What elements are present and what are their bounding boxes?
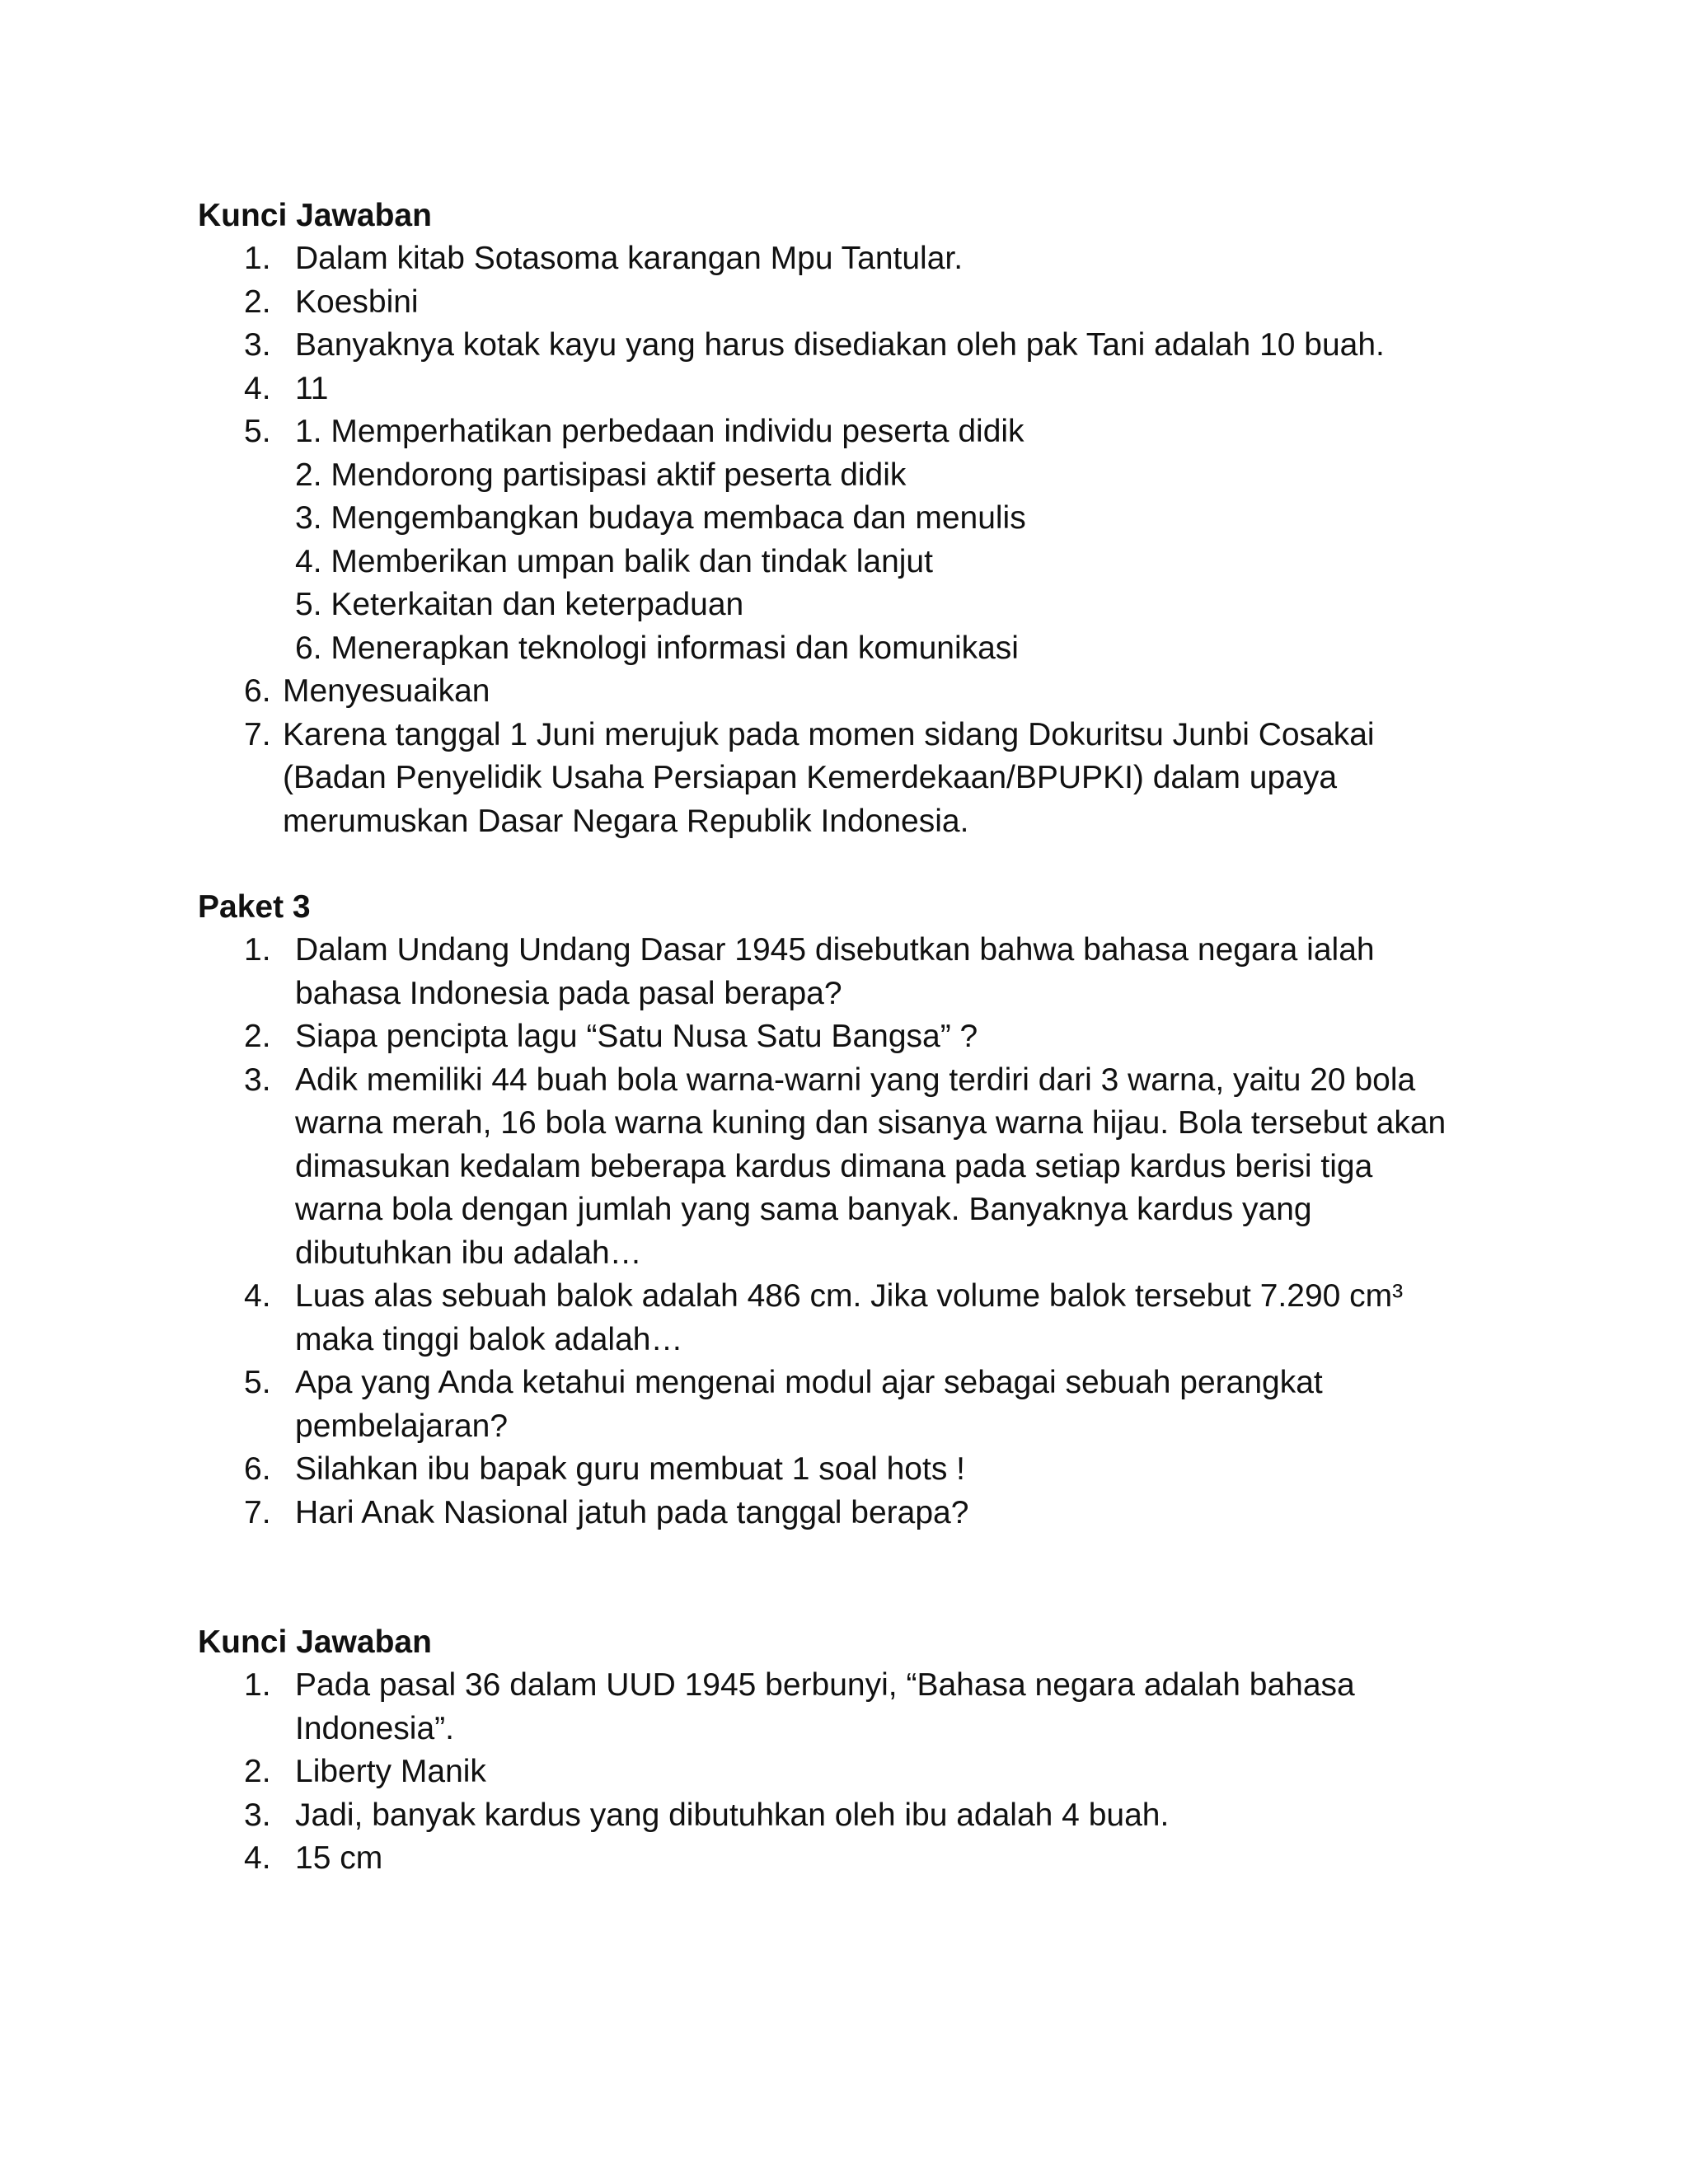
- list-number: 4.: [244, 1278, 271, 1314]
- list-item-text: warna merah, 16 bola warna kuning dan sisanya warna hijau. Bola tersebut akan: [295, 1105, 1447, 1141]
- list-item-text: Jadi, banyak kardus yang dibutuhkan oleh ibu adalah 4 buah.: [295, 1797, 1170, 1833]
- list-number: 4.: [244, 1840, 271, 1876]
- list-item-text: dimasukan kedalam beberapa kardus dimana pada setiap kardus berisi tiga: [295, 1149, 1373, 1184]
- list-number: 5.: [244, 1365, 271, 1400]
- list-number: 2.: [244, 1019, 271, 1054]
- list-item-text: Siapa pencipta lagu “Satu Nusa Satu Bangsa” ?: [295, 1019, 978, 1054]
- list-number: 1.: [244, 1667, 271, 1703]
- list-item-text: Silahkan ibu bapak guru membuat 1 soal hots !: [295, 1451, 966, 1487]
- list-item-text: Banyaknya kotak kayu yang harus disediakan oleh pak Tani adalah 10 buah.: [295, 327, 1385, 363]
- list-number: 2.: [244, 1754, 271, 1789]
- list-item-text: Koesbini: [295, 284, 419, 320]
- list-item-text: 15 cm: [295, 1840, 383, 1876]
- list-item-text: 2. Mendorong partisipasi aktif peserta didik: [295, 457, 907, 493]
- list-item-text: Dalam Undang Undang Dasar 1945 disebutkan bahwa bahasa negara ialah: [295, 932, 1375, 968]
- list-number: 2.: [244, 284, 271, 320]
- list-item-text: bahasa Indonesia pada pasal berapa?: [295, 976, 842, 1011]
- list-item-text: Adik memiliki 44 buah bola warna-warni yang terdiri dari 3 warna, yaitu 20 bola: [295, 1062, 1416, 1098]
- list-number: 7.: [244, 717, 271, 752]
- list-item-text: dibutuhkan ibu adalah…: [295, 1235, 642, 1271]
- list-item-text: Dalam kitab Sotasoma karangan Mpu Tantular.: [295, 241, 964, 276]
- list-number: 3.: [244, 327, 271, 363]
- list-number: 6.: [244, 673, 271, 709]
- list-number: 7.: [244, 1495, 271, 1530]
- list-number: 6.: [244, 1451, 271, 1487]
- section-heading-kunci-jawaban-1: Kunci Jawaban: [198, 198, 432, 233]
- list-item-text: warna bola dengan jumlah yang sama banyak. Banyaknya kardus yang: [295, 1192, 1312, 1227]
- list-item-text: Indonesia”.: [295, 1711, 454, 1746]
- section-heading-paket-3: Paket 3: [198, 889, 311, 925]
- list-item-text: Hari Anak Nasional jatuh pada tanggal berapa?: [295, 1495, 969, 1530]
- list-item-text: Menyesuaikan: [283, 673, 490, 709]
- list-item-text: Liberty Manik: [295, 1754, 486, 1789]
- list-item-text: merumuskan Dasar Negara Republik Indonesia.: [283, 804, 969, 839]
- list-number: 3.: [244, 1062, 271, 1098]
- list-item-text: 11: [295, 371, 329, 406]
- list-number: 3.: [244, 1797, 271, 1833]
- list-number: 1.: [244, 932, 271, 968]
- list-item-text: maka tinggi balok adalah…: [295, 1322, 683, 1357]
- list-item-text: 5. Keterkaitan dan keterpaduan: [295, 587, 744, 622]
- list-number: 5.: [244, 414, 271, 449]
- list-item-text: (Badan Penyelidik Usaha Persiapan Kemerdekaan/BPUPKI) dalam upaya: [283, 760, 1338, 795]
- list-item-text: Pada pasal 36 dalam UUD 1945 berbunyi, “Bahasa negara adalah bahasa: [295, 1667, 1355, 1703]
- section-heading-kunci-jawaban-2: Kunci Jawaban: [198, 1624, 432, 1660]
- list-item-text: 3. Mengembangkan budaya membaca dan menulis: [295, 500, 1026, 536]
- list-item-text: Luas alas sebuah balok adalah 486 cm. Jika volume balok tersebut 7.290 cm³: [295, 1278, 1404, 1314]
- list-number: 4.: [244, 371, 271, 406]
- list-item-text: 1. Memperhatikan perbedaan individu peserta didik: [295, 414, 1025, 449]
- list-item-text: 6. Menerapkan teknologi informasi dan komunikasi: [295, 630, 1019, 666]
- list-item-text: Karena tanggal 1 Juni merujuk pada momen sidang Dokuritsu Junbi Cosakai: [283, 717, 1375, 752]
- list-item-text: Apa yang Anda ketahui mengenai modul ajar sebagai sebuah perangkat: [295, 1365, 1323, 1400]
- list-item-text: 4. Memberikan umpan balik dan tindak lanjut: [295, 544, 933, 579]
- list-item-text: pembelajaran?: [295, 1408, 509, 1444]
- list-number: 1.: [244, 241, 271, 276]
